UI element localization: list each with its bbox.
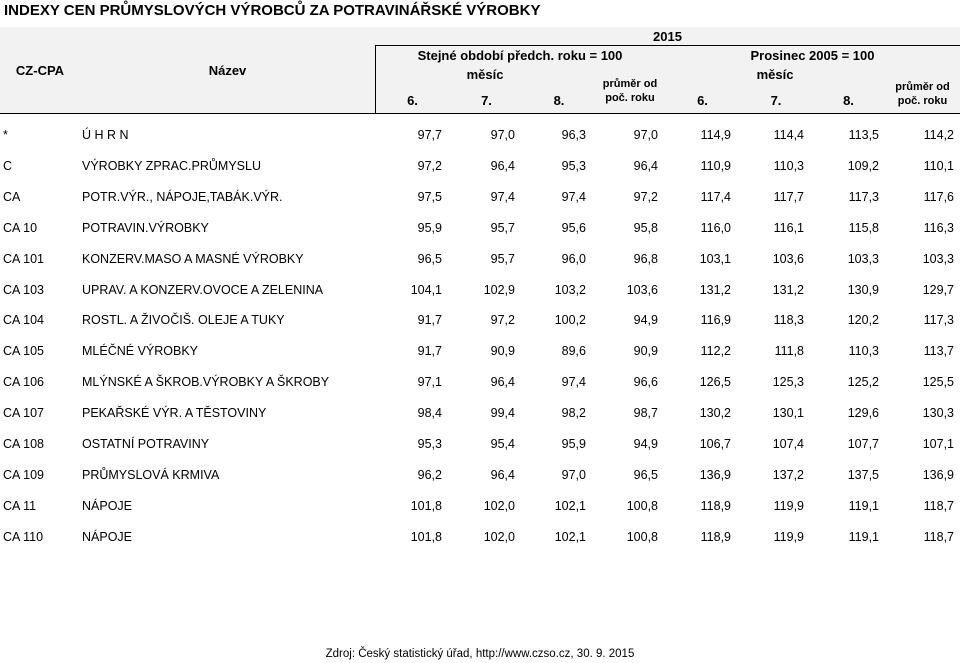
row-value: 114,4 (773, 128, 804, 142)
row-value: 110,9 (700, 158, 731, 173)
row-value: 118,9 (700, 498, 731, 513)
table-row (0, 367, 960, 398)
row-code: CA 105 (3, 344, 45, 359)
row-value: 118,9 (700, 529, 731, 544)
table-title: INDEXY CEN PRŮMYSLOVÝCH VÝROBCŮ ZA POTRAVINÁŘSKÉ VÝROBKY (4, 2, 541, 19)
row-value: 96,0 (561, 251, 586, 266)
row-value: 110,3 (773, 158, 804, 173)
row-value: 119,1 (848, 498, 879, 513)
row-value: 102,0 (483, 529, 515, 544)
row-value: 102,9 (483, 282, 515, 297)
row-value: 103,1 (699, 251, 731, 266)
row-value: 91,7 (417, 344, 442, 359)
row-value: 96,4 (490, 375, 515, 390)
row-value: 95,4 (490, 437, 515, 451)
row-value: 118,3 (773, 313, 804, 328)
row-value: 136,9 (699, 467, 731, 482)
row-value: 114,9 (700, 128, 731, 142)
row-value: 99,4 (490, 406, 515, 421)
row-value: 94,9 (633, 437, 658, 451)
row-value: 97,4 (490, 189, 515, 204)
row-value: 117,7 (773, 189, 804, 204)
row-value: 125,2 (847, 375, 879, 390)
row-code: CA 11 (3, 498, 37, 513)
row-value: 95,3 (417, 437, 442, 451)
row-code: CA 109 (3, 467, 45, 482)
header-m7-base: 7. (770, 93, 782, 108)
row-value: 96,6 (633, 375, 658, 390)
row-value: 97,2 (490, 313, 515, 328)
header-m8-base: 8. (843, 93, 854, 108)
row-name: MLÝNSKÉ A ŠKROB.VÝROBKY A ŠKROBY (82, 375, 330, 390)
row-value: 103,6 (626, 282, 658, 297)
row-value: 125,5 (922, 375, 954, 390)
header-group-base: Prosinec 2005 = 100 (750, 48, 875, 63)
row-value: 101,8 (410, 529, 442, 544)
header-avg-base-1: průměr od (895, 81, 950, 93)
row-value: 117,4 (700, 189, 731, 204)
row-name: NÁPOJE (82, 529, 133, 544)
header-divider-year (375, 45, 960, 46)
row-value: 137,5 (847, 467, 879, 482)
row-name: POTRAVIN.VÝROBKY (82, 220, 209, 235)
row-name: VÝROBKY ZPRAC.PRŮMYSLU (82, 158, 261, 173)
row-value: 97,4 (561, 375, 586, 390)
row-value: 100,8 (626, 498, 658, 513)
table-row (0, 244, 960, 275)
row-value: 113,5 (848, 128, 879, 142)
row-code: C (3, 158, 13, 173)
row-value: 97,7 (417, 128, 442, 142)
table-row (0, 151, 960, 182)
row-value: 95,7 (490, 251, 515, 266)
row-value: 97,2 (633, 189, 658, 204)
row-value: 117,3 (848, 189, 879, 204)
header-col-code: CZ-CPA (15, 63, 65, 78)
row-code: CA 107 (3, 406, 45, 421)
row-value: 120,2 (847, 313, 879, 328)
row-name: PRŮMYSLOVÁ KRMIVA (82, 467, 220, 482)
row-value: 102,0 (483, 498, 515, 513)
table-row (0, 522, 960, 553)
header-month-yoy: měsíc (466, 67, 504, 82)
row-value: 116,9 (700, 313, 731, 328)
row-value: 97,0 (561, 467, 586, 482)
row-value: 103,2 (554, 282, 586, 297)
row-value: 100,2 (554, 313, 586, 328)
header-m8-yoy: 8. (553, 93, 565, 108)
row-value: 117,6 (923, 189, 954, 204)
row-value: 126,5 (699, 375, 731, 390)
row-value: 97,5 (417, 189, 442, 204)
header-avg-yoy-2: poč. roku (605, 92, 655, 104)
row-value: 97,2 (417, 158, 442, 173)
row-code: CA (3, 189, 21, 204)
row-value: 97,0 (490, 128, 515, 142)
row-value: 125,3 (772, 375, 804, 390)
row-value: 116,0 (700, 220, 731, 235)
row-value: 104,1 (410, 282, 442, 297)
row-code: CA 108 (3, 437, 45, 451)
row-code: CA 104 (3, 313, 45, 328)
row-value: 96,5 (417, 251, 442, 266)
table-header (0, 27, 960, 113)
row-value: 130,1 (772, 406, 804, 421)
row-name: NÁPOJE (82, 498, 133, 513)
row-name: UPRAV. A KONZERV.OVOCE A ZELENINA (82, 282, 324, 297)
row-value: 115,8 (848, 220, 879, 235)
row-value: 117,3 (923, 313, 954, 328)
row-value: 101,8 (410, 498, 442, 513)
row-value: 97,1 (417, 375, 442, 390)
row-value: 91,7 (417, 313, 442, 328)
table-row (0, 120, 960, 151)
table-row (0, 213, 960, 244)
row-value: 103,6 (772, 251, 804, 266)
source-note: Zdroj: Český statistický úřad, http://www.czso.cz, 30. 9. 2015 (325, 648, 635, 660)
header-avg-yoy-1: průměr od (602, 78, 658, 90)
row-value: 114,2 (923, 128, 954, 142)
row-value: 90,9 (633, 344, 658, 359)
row-name: ROSTL. A ŽIVOČIŠ. OLEJE A TUKY (82, 313, 285, 328)
row-name: POTR.VÝR., NÁPOJE,TABÁK.VÝR. (82, 189, 283, 204)
row-value: 95,9 (417, 220, 442, 235)
table-row (0, 182, 960, 213)
row-value: 130,3 (922, 406, 954, 421)
row-value: 96,8 (633, 251, 658, 266)
row-value: 131,2 (772, 282, 804, 297)
row-value: 89,6 (561, 344, 586, 359)
row-value: 130,2 (699, 406, 731, 421)
row-value: 130,9 (847, 282, 879, 297)
row-value: 96,3 (561, 128, 586, 142)
row-code: CA 103 (3, 282, 45, 297)
row-value: 116,3 (923, 220, 954, 235)
row-value: 118,7 (923, 498, 954, 513)
row-name: Ú H R N (82, 128, 129, 142)
table-row (0, 460, 960, 491)
row-value: 96,5 (633, 467, 658, 482)
table-row (0, 275, 960, 306)
row-value: 95,8 (633, 220, 658, 235)
row-value: 97,4 (561, 189, 586, 204)
header-m6-base: 6. (697, 93, 708, 108)
row-value: 129,7 (922, 282, 954, 297)
table-row (0, 429, 960, 460)
row-value: 110,1 (923, 158, 954, 173)
row-value: 111,8 (774, 344, 804, 359)
row-value: 106,7 (699, 437, 731, 451)
row-value: 97,0 (633, 128, 658, 142)
header-group-yoy: Stejné období předch. roku = 100 (417, 48, 623, 63)
row-code: * (3, 128, 8, 142)
row-code: CA 106 (3, 375, 45, 390)
row-name: OSTATNÍ POTRAVINY (82, 437, 210, 451)
header-divider-left (375, 45, 376, 113)
row-value: 107,4 (772, 437, 804, 451)
row-name: KONZERV.MASO A MASNÉ VÝROBKY (82, 251, 304, 266)
row-code: CA 10 (3, 220, 38, 235)
row-value: 102,1 (554, 498, 586, 513)
row-value: 96,4 (490, 158, 515, 173)
row-value: 112,2 (700, 344, 731, 359)
row-value: 102,1 (554, 529, 586, 544)
row-value: 103,3 (922, 251, 954, 266)
row-value: 98,4 (417, 406, 442, 421)
row-name: PEKAŘSKÉ VÝR. A TĚSTOVINY (82, 406, 267, 421)
row-value: 95,9 (561, 437, 586, 451)
row-value: 100,8 (626, 529, 658, 544)
row-value: 137,2 (772, 467, 804, 482)
row-value: 129,6 (847, 406, 879, 421)
row-value: 98,2 (561, 406, 586, 421)
row-value: 95,6 (561, 220, 586, 235)
header-m7-yoy: 7. (481, 93, 492, 108)
header-avg-base-2: poč. roku (897, 95, 948, 107)
header-m6-yoy: 6. (407, 93, 418, 108)
header-year: 2015 (653, 29, 682, 44)
row-value: 94,9 (633, 313, 658, 328)
header-col-name: Název (208, 63, 247, 78)
row-code: CA 110 (3, 529, 44, 544)
header-month-base: měsíc (756, 67, 794, 82)
row-value: 107,7 (847, 437, 879, 451)
row-value: 118,7 (923, 529, 954, 544)
table-row (0, 305, 960, 336)
row-value: 119,1 (848, 529, 879, 544)
table-row (0, 336, 960, 367)
row-value: 119,9 (773, 498, 804, 513)
row-value: 90,9 (490, 344, 515, 359)
table-row (0, 398, 960, 429)
row-value: 113,7 (923, 344, 954, 359)
table-row (0, 491, 960, 522)
row-value: 98,7 (633, 406, 658, 421)
header-bottom-border (0, 113, 960, 114)
row-value: 110,3 (848, 344, 879, 359)
row-code: CA 101 (3, 251, 45, 266)
row-value: 136,9 (922, 467, 954, 482)
row-value: 131,2 (699, 282, 731, 297)
row-value: 96,2 (417, 467, 442, 482)
row-value: 95,7 (490, 220, 515, 235)
row-value: 109,2 (847, 158, 879, 173)
row-value: 96,4 (490, 467, 515, 482)
row-value: 96,4 (633, 158, 658, 173)
row-name: MLÉČNÉ VÝROBKY (82, 344, 199, 359)
row-value: 107,1 (922, 437, 954, 451)
row-value: 116,1 (773, 220, 804, 235)
row-value: 103,3 (847, 251, 879, 266)
row-value: 95,3 (561, 158, 586, 173)
row-value: 119,9 (773, 529, 804, 544)
